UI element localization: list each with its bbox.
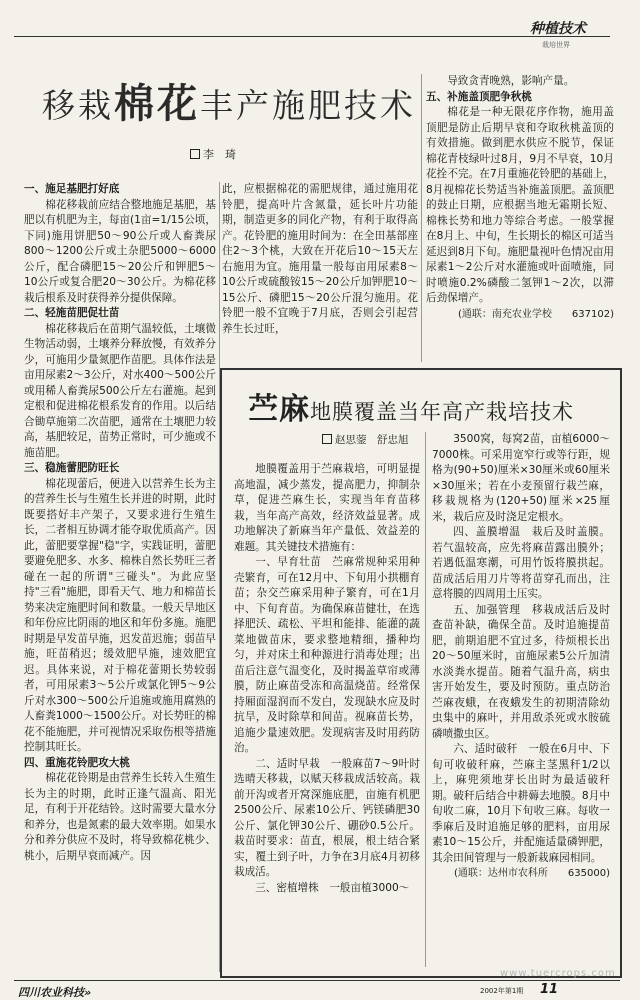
article1-title-big: 棉花 [114, 80, 200, 127]
section-heading: 二、轻施苗肥促壮苗 [24, 307, 120, 319]
article2-box [220, 368, 622, 978]
paragraph: 棉花是一种无限花序作物，施用盖顶肥是防止后期早衰和夺取秋桃盖顶的有效措施。做到肥水供应不脱节，保证棉花青枝绿叶过8月，9月不早衰，10月花拴不完。在7月重施花铃肥的基础上，8月视棉花长势适当补施盖顶肥。盖顶肥的鼓止日期，应根据当地无霜期长短、棉株长势和地力等综合考虑。一般掌握在8月上、中旬，生长期长的棉区可适当延迟到8月下旬。施肥量视叶色情况亩用尿素1～2公斤对水灌施或叶面喷施，同时喷施0.2%磷酸二氢钾1～2次，以滞后劲保增产。 [426, 106, 614, 304]
section-heading: 四、重施花铃肥攻大桃 [24, 756, 130, 769]
section-heading: 三、稳施蕾肥防旺长 [24, 462, 120, 474]
section-sub-label: 栽培世界 [542, 41, 570, 49]
article2-col2-paragraphs [432, 432, 610, 866]
paragraph: 导致贪青晚熟，影响产量。 [447, 75, 575, 87]
section-label: 种植技术 [530, 21, 586, 37]
article2-column-2 [432, 432, 610, 967]
paragraph: 棉花移栽后在苗期气温较低，土壤微生物活动弱，土壤养分释放慢，有效养分少，可施用少量氮肥作苗肥。具体作法是亩用尿素2～3公斤，对水400～500公斤或用稀人畜粪尿500公斤左右灌施。起到定根和促进棉花根系发育的作用。以后结合锄草施第二次苗肥，通常在土壤肥力较高，基肥较足，苗势正常时，可少施或不施苗肥。 [24, 322, 216, 459]
author-square-icon [190, 149, 200, 159]
section-heading: 五、补施盖顶肥争秋桃 [426, 90, 532, 103]
section-heading: 一、施足基肥打好底 [24, 183, 120, 195]
paragraph: 一、早育壮苗 苎麻常规种采用种壳繁育，可在12月中、下旬用小拱棚育苗；杂交苎麻采用种子繁育，可在1月中、下旬育苗。为确保麻苗健壮，在选择肥沃、疏松、平坦和能排、能灌的蔬菜地做苗床，要求整地精细，播种均匀，并对床土和种源进行消毒处理；出苗后注意气温变化，及时揭盖草帘或薄膜，防止麻苗受冻和高温烧苗。经常保持厢面湿润而不发白，发现缺水应及时抗旱，及时除草和间苗。视麻苗长势，追施少量速效肥。发现病害及时用药防治。 [234, 556, 420, 754]
article2-authors-name: 赵思蓥 舒忠旭 [335, 434, 409, 446]
article2-authors [322, 432, 409, 447]
article1-column-1 [24, 182, 216, 972]
column-divider [425, 432, 426, 967]
article1-title-pre: 移栽 [42, 86, 114, 125]
article1-title-post: 丰产施肥技术 [200, 86, 416, 125]
article1-col3-paragraphs [426, 74, 614, 307]
column-divider [421, 74, 422, 362]
article2-title-big: 苎麻 [248, 392, 310, 427]
article1-source: (通联：南充农业学校 637102) [458, 308, 614, 320]
header-rule [14, 36, 610, 37]
article1-column-2 [222, 182, 418, 352]
issue-date: 2002年第1期 [480, 987, 524, 995]
paragraph: 四、盖膜增温 栽后及时盖膜。若气温较高，应先将麻苗露出膜外；若遇低温寒潮，可用竹饭将膜拱起。苗成活后用刀片等将苗穿孔而出，注意将膜的四周用土压实。 [432, 526, 610, 600]
footer-rule [14, 980, 620, 981]
article1-author-name: 李 琦 [203, 148, 236, 161]
paragraph: 二、适时早栽 一般麻苗7～9叶时选晴天移栽，以赋天移栽成活较高。栽前开沟或者开窝深施底肥，亩施有机肥2500公斤、尿素10公斤、钙镁磷肥30公斤、氯化钾30公斤、硼砂0.5公斤。栽苗时要求：苗直，根展，根土结合紧实，覆土到子叶，力争在3月底4月初移栽成活。 [234, 757, 420, 878]
author-square-icon [322, 434, 332, 444]
paragraph: 地膜覆盖用于苎麻栽培，可明显提高地温，减少蒸发，提高肥力，抑制杂草，促进苎麻生长，实现当年育苗移栽，当年高产高效，经济效益显著。成功地解决了新麻当年产量低、效益差的难题。其关键技术措施有： [234, 463, 420, 553]
article1-column-3 [426, 74, 614, 360]
article2-title [248, 384, 608, 428]
article1-col2-text: 此，应根据棉花的需肥规律，通过施用花铃肥，提高叶片含氮量，延长叶片功能期，制造更多的同化产物，有利于取得高产。花铃肥的施用时间为：在全田基部座住2～3个桃，大致在开花后10～15天左右施用为宜。施用量一般每亩用尿素8～10公斤或硫酸铵15～20公斤加钾肥10～15公斤、磷肥15～20公斤混匀施用。花铃肥一般不宜晚于7月底，否则会引起营养生长过旺， [222, 183, 418, 335]
article2-column-1 [234, 462, 420, 967]
article2-title-post: 地膜覆盖当年高产栽培技术 [310, 400, 574, 424]
paragraph: 三、密植增株 一般亩植3000～ [255, 881, 410, 894]
article2-source: (通联：达州市农科所 635000) [454, 868, 610, 879]
journal-name: 四川农业科技» [18, 986, 92, 999]
article1-title [42, 72, 416, 132]
paragraph: 棉花现蕾后，便进入以营养生长为主的营养生长与生殖生长并进的时期，此时既要搭好丰产架子，又要求进行生殖生长，二者相互协调才能夺取优质高产。因此，蕾肥要掌握"稳"字，实践证明，蕾肥要避免肥多、水多、棉株自然长势旺三者碰在一起的所谓"三碰头"。为此应坚持"三看"施肥，即看天气、地力和棉苗长势来决定施肥时间和数量。一般天旱地区和年份应比阴雨的地区和年份多施。施肥时期是早发苗早施，迟发苗迟施；弱苗早施，旺苗稍迟；缓效肥早施，速效肥宜迟。具体来说，对于棉花蕾期长势较弱者，可用尿素3～5公斤或氯化钾5～9公斤对水300～500公斤追施或施用腐熟的人畜粪1000～1500公斤。对长势旺的棉花不能施肥，并可视情况采取伤根等措施控制其旺长。 [24, 477, 216, 753]
article1-author [190, 146, 236, 162]
watermark: www.tuercrops.com [500, 968, 616, 979]
paragraph: 五、加强管理 移栽成活后及时查苗补缺，确保全苗。及时追施提苗肥，前期追肥不宜过多，待烦根长出20～50厘米时，亩施尿素5公斤加清水淡粪水提苗。随着气温升高，病虫害开始发生，要及时预防。重点防治苎麻夜蛾，在夜蛾发生的初期清除幼虫集中的麻叶，并用敌杀死或水胺硫磷喷撒虫区。 [432, 603, 610, 740]
paragraph: 六、适时破秆 一般在6月中、下旬可收破秆麻，苎麻主茎黑秆1/2以上，麻兜须地芽长出时为最适破秆期。破秆后结合中耕薅去地膜。8月中旬收二麻，10月下旬收三麻。每收一季麻后及时追施足够的肥料，亩用尿素10～15公斤，并配施适量磷钾肥，其余田间管理与一般新栽麻园相同。 [432, 743, 610, 864]
page-number: 11 [540, 982, 559, 997]
paragraph: 3500窝，每窝2苗，亩植6000～7000株。可采用宽窄行或等行距，规格为(90+50)厘米×30厘米或60厘米×30厘米；若在小麦预留行栽苎麻，移栽规格为(120+50)厘米×25厘米，栽后应及时浇足定根水。 [432, 433, 610, 523]
paragraph: 棉花移栽前应结合整地施足基肥，基肥以有机肥为主，每亩(1亩=1/15公顷，下同)施用饼肥50～90公斤或人畜粪尿800～1200公斤或土杂肥5000～6000公斤，配合磷肥15～20公斤和钾肥5～10公斤或复合肥20～30公斤。为棉花移栽后根系及时获得养分提供保障。 [24, 198, 216, 304]
paragraph: 棉花花铃期是由营养生长转入生殖生长为主的时期，此时正逢气温高、阳光足，有利于开花结铃。这时需要大量水分和养分，也是氮素的最大效率期。如果水分和养分供应不及时，将导致棉花桃少、桃小，后期早衰而减产。因 [24, 772, 216, 862]
